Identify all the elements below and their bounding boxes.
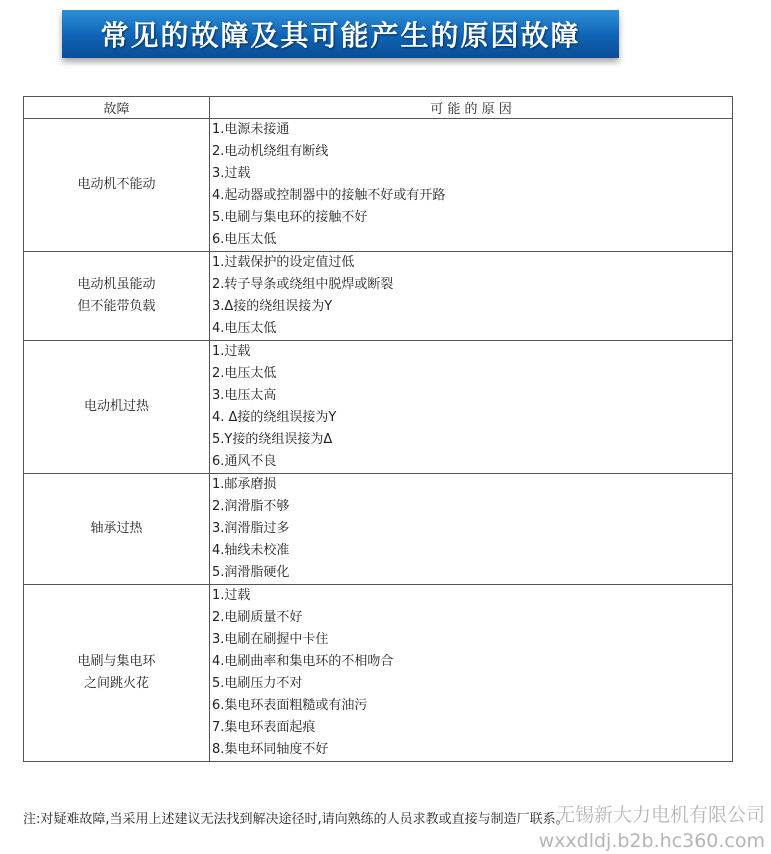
table-row [24,119,733,252]
watermark [539,802,765,854]
cause-item: 1.过载保护的设定值过低 [212,255,355,270]
cause-item: 5.润滑脂硬化 [212,565,290,580]
cause-item: 2.电压太低 [212,366,277,381]
cause-item: 3.润滑脂过多 [212,521,290,536]
fault-name-cell: 电刷与集电环 之间跳火花 [24,585,210,762]
cause-item: 3.过载 [212,166,251,181]
cause-item: 4.电压太低 [212,321,277,336]
cause-item: 6.电压太低 [212,232,277,247]
cause-item: 1.邮承磨损 [212,477,277,492]
table-row [24,585,733,762]
cause-item: 5.Y接的绕组误接为Δ [212,432,333,447]
causes-cell [210,474,733,585]
cause-item: 1.电源未接通 [212,122,290,137]
cause-item: 4.轴线未校准 [212,543,290,558]
cause-item: 3.电压太高 [212,388,277,403]
causes-cell [210,119,733,252]
cause-item: 6.集电环表面粗糙或有油污 [212,698,368,713]
fault-column-header: 故障 [24,97,210,119]
page-title: 常见的故障及其可能产生的原因故障 [100,19,581,52]
cause-item: 2.电动机绕组有断线 [212,144,329,159]
fault-name-cell: 轴承过热 [24,474,210,585]
fault-name-cell: 电动机不能动 [24,119,210,252]
cause-item: 3.Δ接的绕组误接为Y [212,299,333,314]
cause-item: 5.电刷压力不对 [212,676,303,691]
title-banner [62,10,619,58]
causes-cell [210,252,733,341]
cause-item: 6.通风不良 [212,454,277,469]
cause-item: 8.集电环同轴度不好 [212,742,329,757]
watermark-company: 无锡新大力电机有限公司 [555,804,765,826]
cause-item: 2.转子导条或绕组中脱焊或断裂 [212,277,394,292]
table-body [24,119,733,762]
cause-item: 5.电刷与集电环的接触不好 [212,210,368,225]
fault-name-cell: 电动机虽能动 但不能带负载 [24,252,210,341]
table-row [24,341,733,474]
cause-item: 4. Δ接的绕组误接为Y [212,410,337,425]
cause-item: 1.过载 [212,344,251,359]
table-header-row [24,97,733,119]
cause-item: 4.起动器或控制器中的接触不好或有开路 [212,188,446,203]
cause-column-header: 可 能 的 原 因 [210,97,733,119]
cause-item: 1.过载 [212,588,251,603]
fault-cause-table [23,96,733,762]
cause-item: 7.集电环表面起痕 [212,720,316,735]
causes-cell [210,341,733,474]
watermark-url: wxxdldj.b2b.hc360.com [538,830,765,852]
table-row [24,474,733,585]
cause-item: 4.电刷曲率和集电环的不相吻合 [212,654,394,669]
causes-cell [210,585,733,762]
fault-name-cell: 电动机过热 [24,341,210,474]
cause-item: 3.电刷在刷握中卡住 [212,632,329,647]
footnote: 注:对疑难故障,当采用上述建议无法找到解决途径时,请向熟练的人员求教或直接与制造厂联系。 [23,812,569,827]
table-row [24,252,733,341]
cause-item: 2.润滑脂不够 [212,499,290,514]
cause-item: 2.电刷质量不好 [212,610,303,625]
